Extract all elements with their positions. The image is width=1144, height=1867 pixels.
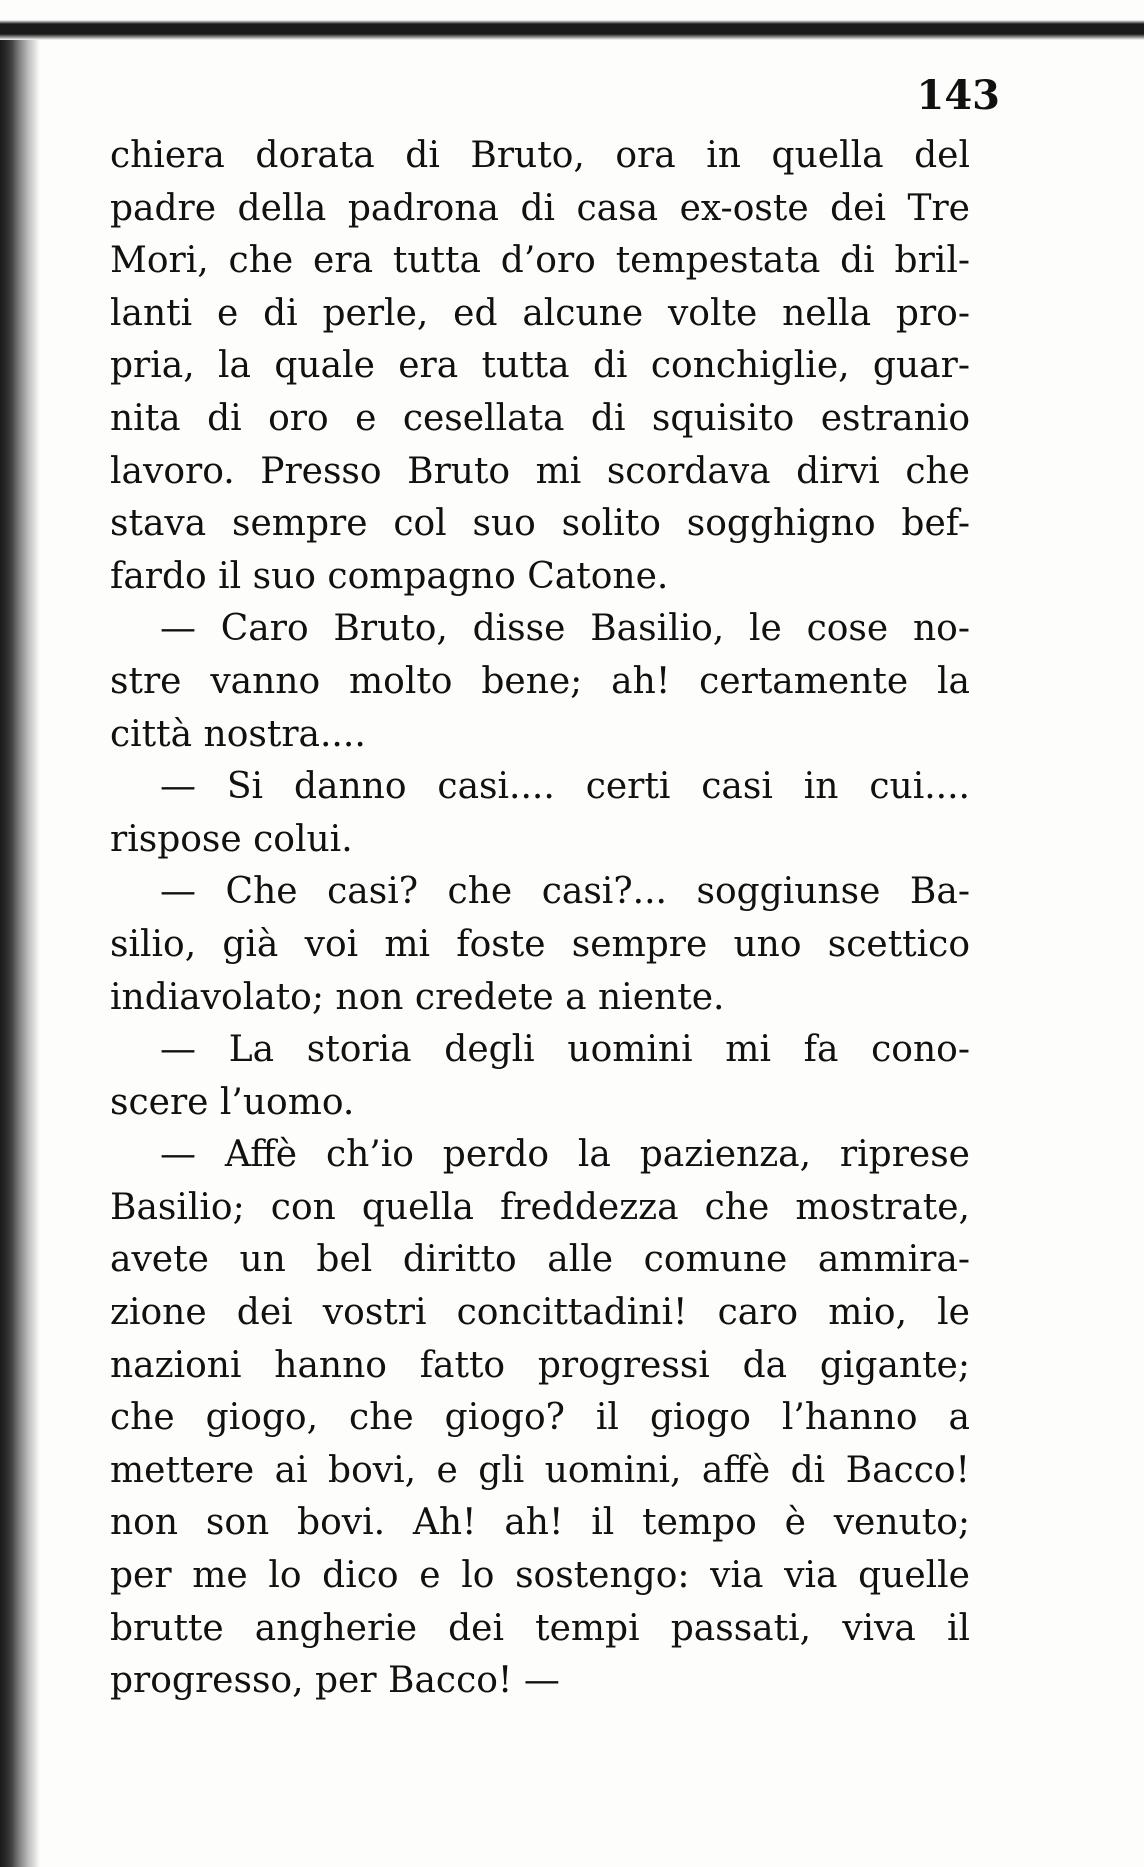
text-line: — Affè ch’io perdo la pazienza, riprese xyxy=(160,1134,970,1176)
text-line: — Che casi? che casi?... soggiunse Ba- xyxy=(160,871,970,913)
text-line: non son bovi. Ah! ah! il tempo è venuto; xyxy=(110,1502,970,1544)
text-line: Mori, che era tutta d’oro tempestata di bril- xyxy=(110,240,970,282)
binding-edge-shadow xyxy=(0,40,40,1867)
text-line: chiera dorata di Bruto, ora in quella del xyxy=(110,135,970,176)
text-line: nita di oro e cesellata di squisito estranio xyxy=(110,397,970,439)
text-line: progresso, per Bacco! — xyxy=(110,1660,560,1702)
text-line: lanti e di perle, ed alcune volte nella pro- xyxy=(110,292,970,334)
page-number: 143 xyxy=(916,72,1000,119)
top-edge-shadow xyxy=(0,20,1144,40)
text-line: silio, già voi mi foste sempre uno scettico xyxy=(110,923,970,965)
text-line: — Si danno casi.... certi casi in cui.... xyxy=(160,766,970,808)
text-line: lavoro. Presso Bruto mi scordava dirvi che xyxy=(110,450,970,492)
text-line: stava sempre col suo solito sogghigno bef- xyxy=(110,503,970,545)
text-line: brutte angherie dei tempi passati, viva il xyxy=(110,1607,970,1649)
text-line: fardo il suo compagno Catone. xyxy=(110,555,669,597)
text-line: padre della padrona di casa ex-oste dei Tre xyxy=(110,187,970,229)
text-line: indiavolato; non credete a niente. xyxy=(110,976,725,1018)
text-line: zione dei vostri concittadini! caro mio, le xyxy=(110,1292,970,1334)
text-line: pria, la quale era tutta di conchiglie, guar- xyxy=(110,345,970,387)
text-line: scere l’uomo. xyxy=(110,1081,355,1123)
text-line: che giogo, che giogo? il giogo l’hanno a xyxy=(110,1397,970,1439)
text-line: — Caro Bruto, disse Basilio, le cose no- xyxy=(160,608,970,650)
text-line: nazioni hanno fatto progressi da gigante; xyxy=(110,1344,970,1386)
text-line: Basilio; con quella freddezza che mostrate, xyxy=(110,1186,970,1228)
text-line: per me lo dico e lo sostengo: via via quelle xyxy=(110,1555,970,1597)
text-line: avete un bel diritto alle comune ammira- xyxy=(110,1239,970,1281)
text-line: — La storia degli uomini mi fa cono- xyxy=(160,1029,970,1071)
text-line: rispose colui. xyxy=(110,818,353,860)
text-line: mettere ai bovi, e gli uomini, affè di Bacco! xyxy=(110,1449,970,1491)
body-text xyxy=(110,130,970,1708)
text-line: città nostra.... xyxy=(110,713,366,755)
text-line: stre vanno molto bene; ah! certamente la xyxy=(110,660,970,702)
